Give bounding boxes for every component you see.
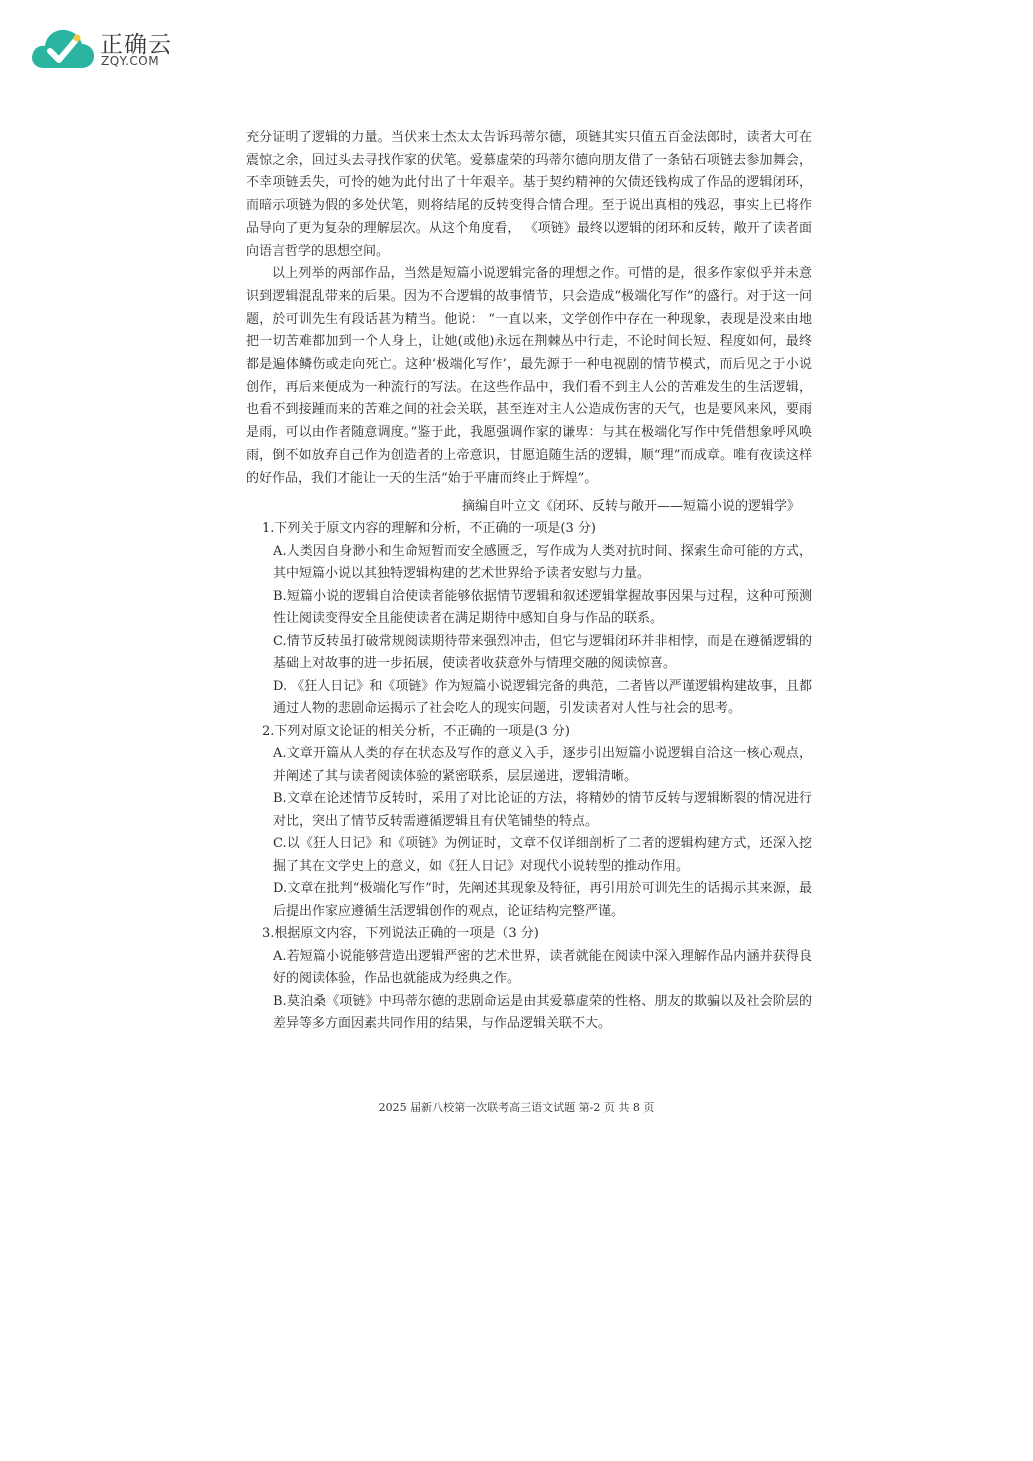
option-c: C.情节反转虽打破常规阅读期待带来强烈冲击，但它与逻辑闭环并非相悖，而是在遵循逻辑的基础上对故事的进一步拓展，使读者收获意外与情理交融的阅读惊喜。 bbox=[273, 633, 812, 672]
source-citation: 摘编自叶立文《闭环、反转与敞开——短篇小说的逻辑学》 bbox=[461, 499, 800, 515]
page-footer: 2025 届新八校第一次联考高三语文试题 第-2 页 共 8 页 bbox=[378, 1101, 655, 1114]
paragraph-2: 以上列举的两部作品，当然是短篇小说逻辑完备的理想之作。可惜的是，很多作家似乎并未意识到逻辑混乱带来的后果。因为不合逻辑的故事情节，只会造成“极端化写作”的盛行。对于这一问题，於可训先生有段话甚为精当。他说： “一直以来，文学创作中存在一种现象，表现是没来由地把一切苦难都加到一个人身上，让她(或他)永远在荆棘丛中行走，不论时间长短、程度如何，最终都是遍体鳞伤或走向死亡。这种‘极端化写作’，最先源于一种电视剧的情节模式，而后见之于小说创作，再后来便成为一种流行的写法。在这些作品中，我们看不到主人公的苦难发生的生活逻辑，也看不到接踵而来的苦难之间的社会关联，甚至连对主人公造成伤害的天气，也是要风来风，要雨是雨，可以由作者随意调度。”鉴于此，我愿强调作家的谦卑：与其在极端化写作中凭借想象呼风唤雨，倒不如放弃自己作为创造者的上帝意识，甘愿追随生活的逻辑，顺“理”而成章。唯有夜读这样的好作品，我们才能让一天的生活“始于平庸而终止于辉煌”。 bbox=[246, 266, 812, 486]
paragraph-1: 充分证明了逻辑的力量。当伏来士杰太太告诉玛蒂尔德，项链其实只值五百金法郎时，读者大可在震惊之余，回过头去寻找作家的伏笔。爱慕虚荣的玛蒂尔德向朋友借了一条钻石项链去参加舞会，不幸项链丢失，可怜的她为此付出了十年艰辛。基于契约精神的欠债还钱构成了作品的逻辑闭环，而暗示项链为假的多处伏笔，则将结尾的反转变得合情合理。至于说出真相的残忍，事实上已将作品导向了更为复杂的理解层次。从这个角度看， 《项链》最终以逻辑的闭环和反转，敞开了读者面向语言哲学的思想空间。 bbox=[246, 130, 812, 259]
brand-domain: ZQY.COM bbox=[101, 54, 160, 68]
question-stem: 1.下列关于原文内容的理解和分析，不正确的一项是(3 分) bbox=[262, 521, 596, 537]
cloud-check-icon bbox=[30, 24, 96, 72]
option-b: B.莫泊桑《项链》中玛蒂尔德的悲剧命运是由其爱慕虚荣的性格、朋友的欺骗以及社会阶层的差异等多方面因素共同作用的结果，与作品逻辑关联不大。 bbox=[273, 993, 812, 1032]
brand-logo bbox=[30, 22, 190, 74]
option-d: D. 《狂人日记》和《项链》作为短篇小说逻辑完备的典范，二者皆以严谨逻辑构建故事，且都通过人物的悲剧命运揭示了社会吃人的现实问题，引发读者对人性与社会的思考。 bbox=[273, 678, 812, 717]
article-body bbox=[246, 127, 812, 1036]
question-stem: 3.根据原文内容，下列说法正确的一项是（3 分) bbox=[262, 926, 539, 942]
option-a: A.若短篇小说能够营造出逻辑严密的艺术世界，读者就能在阅读中深入理解作品内涵并获得良好的阅读体验，作品也就能成为经典之作。 bbox=[273, 948, 812, 987]
option-c: C.以《狂人日记》和《项链》为例证时，文章不仅详细剖析了二者的逻辑构建方式，还深入挖掘了其在文学史上的意义，如《狂人日记》对现代小说转型的推动作用。 bbox=[273, 836, 812, 874]
question-2 bbox=[246, 721, 812, 924]
brand-name: 正确云 bbox=[100, 32, 172, 58]
option-a: A.文章开篇从人类的存在状态及写作的意义入手，逐步引出短篇小说逻辑自洽这一核心观点，并阐述了其与读者阅读体验的紧密联系，层层递进，逻辑清晰。 bbox=[273, 746, 812, 784]
option-d: D.文章在批判“极端化写作”时，先阐述其现象及特征，再引用於可训先生的话揭示其来源，最后提出作家应遵循生活逻辑创作的观点，论证结构完整严谨。 bbox=[273, 881, 812, 919]
option-b: B.短篇小说的逻辑自洽使读者能够依据情节逻辑和叙述逻辑掌握故事因果与过程，这种可预测性让阅读变得安全且能使读者在满足期待中感知自身与作品的联系。 bbox=[273, 588, 812, 627]
question-stem: 2.下列对原文论证的相关分析，不正确的一项是(3 分) bbox=[262, 723, 570, 739]
question-3 bbox=[246, 923, 812, 1036]
option-a: A.人类因自身渺小和生命短暂而安全感匮乏，写作成为人类对抗时间、探索生命可能的方式，其中短篇小说以其独特逻辑构建的艺术世界给予读者安慰与力量。 bbox=[273, 543, 812, 582]
question-1 bbox=[246, 518, 812, 721]
option-b: B.文章在论述情节反转时，采用了对比论证的方法，将精妙的情节反转与逻辑断裂的情况进行对比，突出了情节反转需遵循逻辑且有伏笔铺垫的特点。 bbox=[273, 791, 812, 829]
